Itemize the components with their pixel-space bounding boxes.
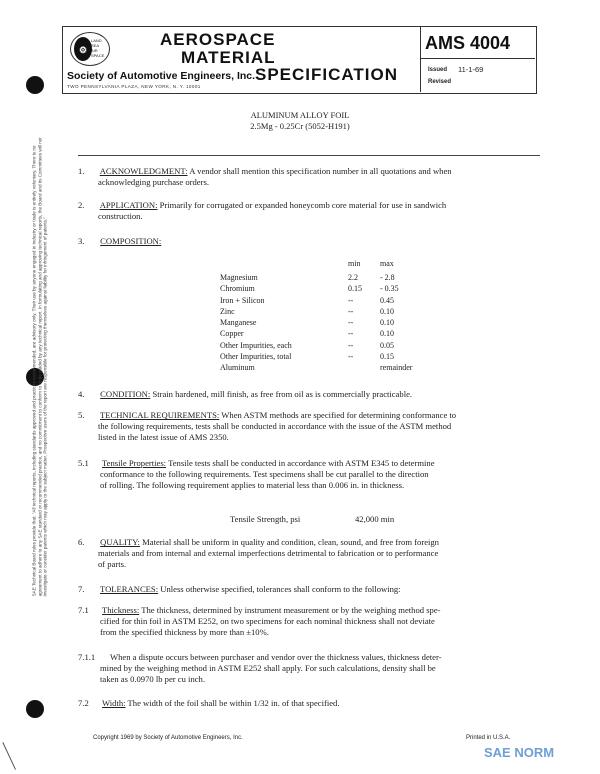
composition-min: 2.2 [348,273,358,282]
logo-word-sea: SEA [91,43,100,48]
title-material: MATERIAL [181,48,276,67]
composition-min: -- [348,318,354,328]
section-7-1-text-l3: from the specified thickness by more than ±10%. [100,627,269,637]
title-specification: SPECIFICATION [255,65,399,84]
section-1-text-l2: acknowledging purchase orders. [98,177,209,187]
composition-element: Other Impurities, each [220,340,292,350]
section-7-1 [78,605,548,638]
composition-max: 0.10 [380,329,394,339]
composition-element: Iron + Silicon [220,295,265,305]
title-rule [78,155,540,156]
section-5-text-l3: listed in the latest issue of AMS 2350. [98,432,229,442]
society-address: TWO PENNSYLVANIA PLAZA, NEW YORK, N. Y. 10001 [67,84,201,89]
issued-label: Issued [428,67,448,73]
section-5-1-text-l1: Tensile tests shall be conducted in accordance with ASTM E345 to determine [168,458,435,468]
section-1 [78,166,548,188]
section-5-heading: TECHNICAL REQUIREMENTS: [100,410,220,420]
composition-table [220,258,420,374]
tensile-strength-value: 42,000 min [355,514,395,524]
section-5 [78,410,548,443]
section-6 [78,537,548,570]
composition-row [220,340,420,351]
section-7-1-heading: Thickness: [102,605,140,615]
composition-element: Magnesium [220,273,258,282]
composition-max: - 2.8 [380,273,395,282]
section-3-number: 3. [78,236,85,246]
revised-label: Revised [428,79,452,85]
section-5-text-l2: the following requirements, tests shall be conducted in accordance with the issue of the ASTM method [98,421,452,431]
composition-col-max: max [380,259,394,268]
composition-row [220,362,420,373]
footer-copyright: Copyright 1969 by Society of Automotive Engineers, Inc. [93,735,243,741]
section-1-heading: ACKNOWLEDGMENT: [99,166,188,176]
section-5-number: 5. [78,410,85,420]
section-7-1-1-text-l2: mined by the weighing method in ASTM E252 shall apply. For such calculations, density shall be [100,663,436,673]
section-7-number: 7. [78,584,85,594]
tensile-requirement [230,514,480,525]
spec-number: AMS 4004 [425,33,511,53]
section-7-1-text-l1: The thickness, determined by instrument measurement or by the weighing method spe- [141,605,441,615]
composition-max: 0.45 [380,295,394,305]
footer-printed: Printed in U.S.A. [466,735,511,741]
section-7-1-text-l2: cified for thin foil in ASTM E252, on two specimens for each nominal thickness shall not deviate [100,616,435,626]
composition-max: 0.05 [380,340,394,350]
section-2-heading: APPLICATION: [99,200,158,210]
composition-element: Other Impurities, total [220,352,292,362]
composition-min: -- [348,329,354,339]
doc-title-line2: 2.5Mg - 0.25Cr (5052-H191) [250,121,350,131]
composition-row [220,351,420,362]
composition-min: -- [348,295,354,305]
section-7-2 [78,698,548,709]
composition-max: 0.10 [380,318,394,328]
title-aerospace: AEROSPACE [160,30,276,49]
composition-min: 0.15 [348,284,362,294]
composition-min: -- [348,340,354,350]
logo-word-space: SPACE [91,53,105,58]
section-7-1-1-text-l3: taken as 0.0970 lb per cu inch. [100,674,206,684]
composition-element: Chromium [220,284,255,294]
section-6-text-l3: of parts. [98,559,127,569]
section-2-number: 2. [78,200,85,210]
section-7 [78,584,548,595]
section-4-heading: CONDITION: [100,389,151,399]
section-2-text-l2: construction. [98,211,143,221]
section-5-1-heading: Tensile Properties: [102,458,167,468]
composition-row [220,306,420,317]
section-5-1 [78,458,548,491]
section-7-1-1 [78,652,548,685]
section-4 [78,389,548,400]
composition-element: Aluminum [220,363,255,373]
logo-word-air: AIR [91,48,98,53]
composition-row [220,317,420,328]
section-2-text-l1: Primarily for corrugated or expanded honeycomb core material for use in sandwich [159,200,447,210]
corner-mark [2,736,28,770]
logo-word-land: LAND [91,38,102,43]
composition-min: -- [348,352,354,362]
composition-col-min: min [348,259,361,268]
section-6-number: 6. [78,537,85,547]
section-3 [78,236,548,247]
section-7-text: Unless otherwise specified, tolerances shall conform to the following: [160,584,401,594]
composition-header-row [220,258,420,272]
society-name: Society of Automotive Engineers, Inc. [67,70,256,82]
binder-hole-bottom [26,700,44,718]
section-7-1-1-text-l1: When a dispute occurs between purchaser and vendor over the thickness values, thickness deter- [110,652,442,662]
composition-element: Manganese [220,318,257,328]
composition-min: -- [348,306,354,316]
section-2 [78,200,548,222]
composition-row [220,283,420,294]
doc-title-line1: ALUMINUM ALLOY FOIL [250,110,350,120]
composition-max: 0.15 [380,352,394,362]
composition-element: Copper [220,329,244,339]
section-5-1-text-l3: of rolling. The following requirement applies to material less than 0.006 in. in thickness. [100,480,405,490]
section-7-1-1-number: 7.1.1 [78,652,96,662]
sae-norm-watermark [484,745,554,760]
binder-hole-top [26,76,44,94]
section-5-text-l1: When ASTM methods are specified for determining conformance to [221,410,457,420]
section-6-heading: QUALITY: [100,537,140,547]
composition-max: - 0.35 [380,284,399,294]
section-7-1-number: 7.1 [78,605,89,615]
section-7-heading: TOLERANCES: [100,584,159,594]
section-4-number: 4. [78,389,85,399]
composition-row [220,295,420,306]
section-4-text: Strain hardened, mill finish, as free from oil as is commercially practicable. [152,389,413,399]
composition-row [220,328,420,339]
section-5-1-text-l2: conformance to the following requirements. Test specimens shall be cut parallel to the direction [100,469,429,479]
section-1-text-l1: A vendor shall mention this specification number in all quotations and when [189,166,452,176]
svg-text:⚙: ⚙ [79,45,88,55]
section-7-2-number: 7.2 [78,698,89,708]
sae-norm-watermark-text: SAE NORM [484,745,555,760]
sidebar-notice-text: SAE Technical Board rules provide that: "All technical reports, including standards approved and practices recommended, are advisory only. Their use by anyone engaged in industry or trade is entirely voluntary. There is no agreement to adhere to any SAE standard or recommended practice, and no commitment to conform to or be guided by any technical report. In formulating and approving technical reports, the Board and its Committees will not investigate or consider patents which may apply to the subject matter. Prospective users of the report are responsible for protecting themselves against liability for infringement of patents." [31,137,48,597]
composition-max: 0.10 [380,306,394,316]
tensile-strength-label: Tensile Strength, psi [230,514,301,524]
section-5-1-number: 5.1 [78,458,89,468]
sidebar-notice [3,128,83,598]
section-6-text-l1: Material shall be uniform in quality and condition, clean, sound, and free from foreign [142,537,439,547]
section-7-2-text: The width of the foil shall be within 1/32 in. of that specified. [127,698,340,708]
section-3-heading: COMPOSITION: [100,236,162,246]
issued-date: 11-1-69 [458,65,484,74]
composition-element: Zinc [220,306,235,316]
section-1-number: 1. [78,166,85,176]
composition-max: remainder [380,363,413,373]
section-7-2-heading: Width: [102,698,126,708]
composition-row [220,272,420,283]
sae-logo [70,32,110,66]
section-6-text-l2: materials and from internal and external imperfections detrimental to fabrication or to performance [98,548,439,558]
